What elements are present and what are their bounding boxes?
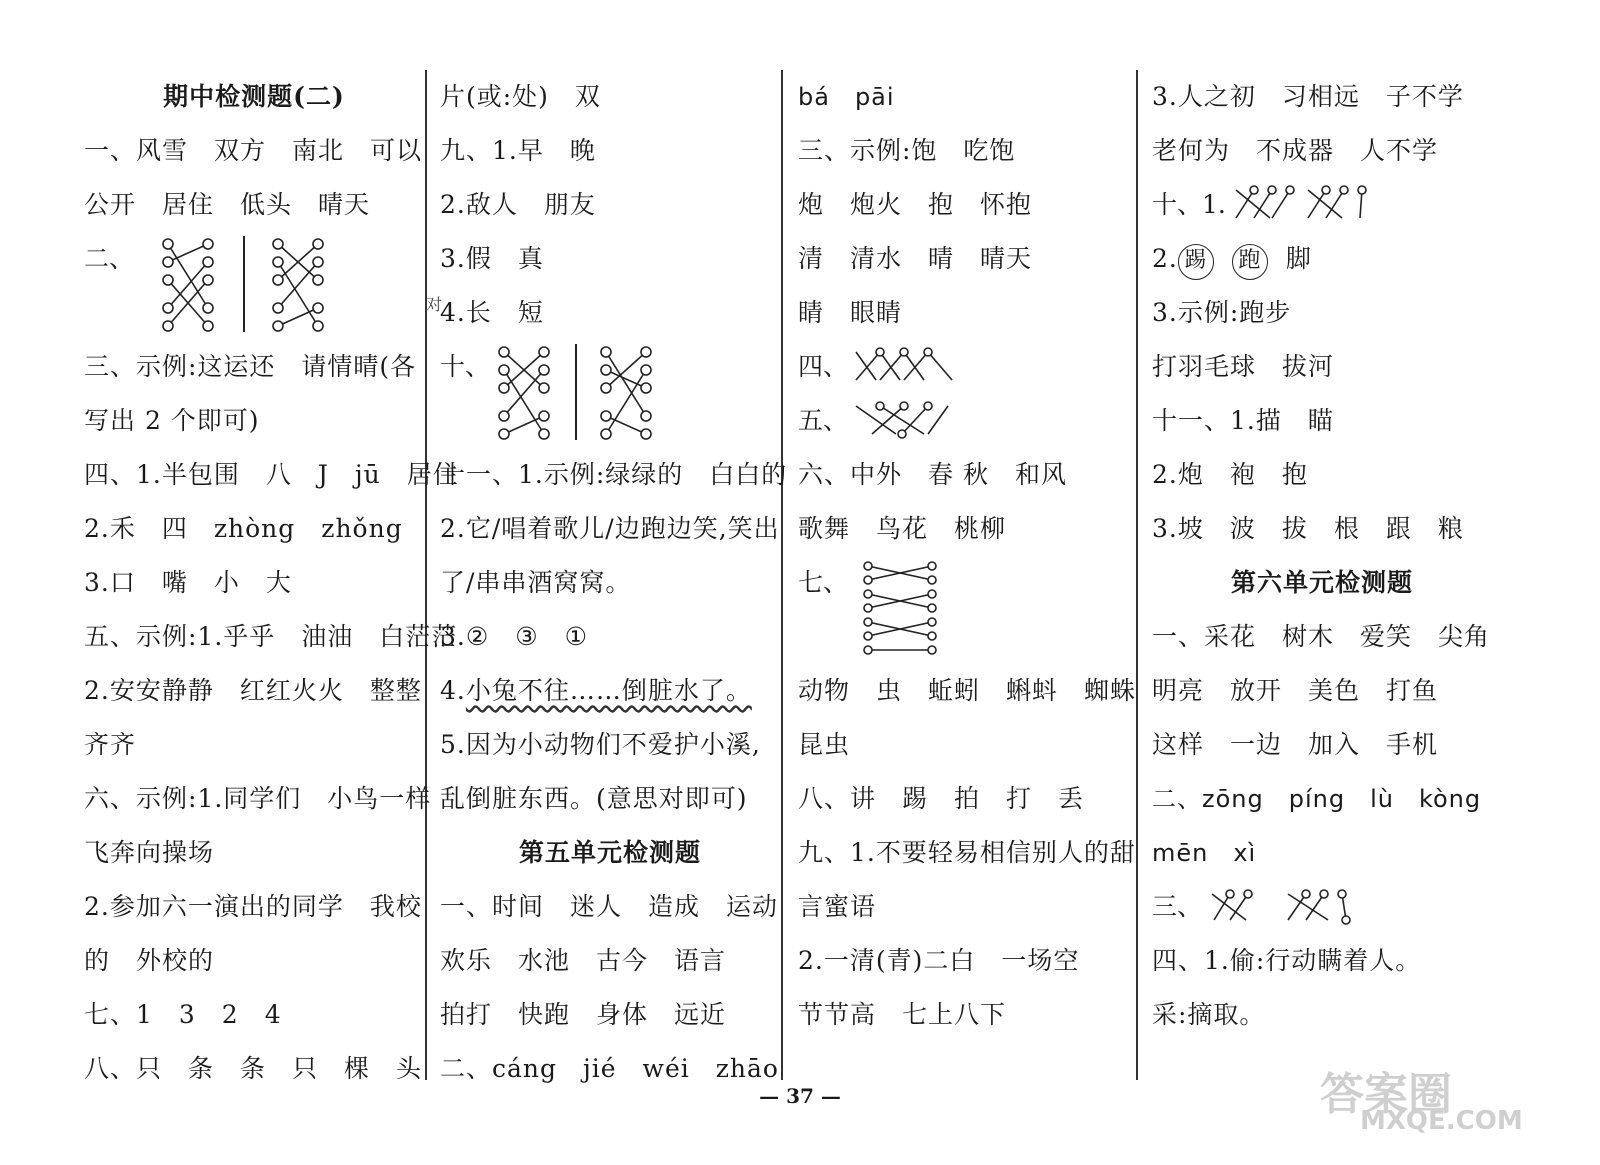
answer-line: 一、风雪 双方 南北 可以 bbox=[84, 136, 423, 165]
answer-line: 言蜜语 bbox=[798, 892, 877, 921]
answer-line: 3.示例:跑步 bbox=[1152, 298, 1292, 327]
matching-diagram bbox=[138, 232, 378, 332]
question-label: 十、1. bbox=[1152, 190, 1226, 219]
watermark-logo bbox=[1320, 1058, 1560, 1136]
answer-line: 的 外校的 bbox=[84, 946, 215, 975]
answer-line: 2.它/唱着歌儿/边跑边笑,笑出 bbox=[440, 514, 780, 543]
section-title: 期中检测题(二) bbox=[163, 82, 345, 111]
answer-line: 2.安安静静 红红火火 整整 bbox=[84, 676, 422, 705]
question-label: 二、 bbox=[84, 244, 135, 273]
answer-line: 动物 虫 蚯蚓 蝌蚪 蜘蛛 bbox=[798, 676, 1137, 705]
answer-line: 飞奔向操场 bbox=[84, 838, 215, 867]
matching-diagram-row bbox=[1152, 178, 1492, 232]
column-2 bbox=[426, 70, 788, 1096]
answer-line: 五、示例:1.乎乎 油油 白茫茫 bbox=[84, 622, 458, 651]
answer-line: 睛 眼睛 bbox=[798, 298, 903, 327]
answer-line: 十一、1.示例:绿绿的 白白的 bbox=[440, 460, 788, 489]
answer-line: 乱倒脏东西。(意思对即可) bbox=[440, 784, 748, 813]
answer-line: 2.一清(青)二白 一场空 bbox=[798, 946, 1080, 975]
column-3 bbox=[798, 70, 1138, 1042]
column-divider bbox=[781, 70, 783, 1080]
answer-line: 3.口 嘴 小 大 bbox=[84, 568, 292, 597]
question-label: 四、 bbox=[798, 352, 849, 381]
handwritten-note: 对 bbox=[426, 295, 444, 314]
answer-line: 二、cáng jié wéi zhāo bbox=[440, 1054, 779, 1083]
answer-text: 脚 bbox=[1285, 244, 1312, 273]
question-label: 三、 bbox=[1152, 892, 1203, 921]
answer-line: 四、1.半包围 八 J jū 居住 bbox=[84, 460, 459, 489]
matching-diagram bbox=[1230, 178, 1380, 228]
answer-line: 三、示例:这运还 请情晴(各 bbox=[84, 352, 417, 381]
watermark-url: MXQE.COM bbox=[1360, 1106, 1523, 1136]
column-4 bbox=[1152, 70, 1492, 1042]
answer-line: 七、1 3 2 4 bbox=[84, 1000, 282, 1029]
answer-line: 2.禾 四 zhòng zhǒng bbox=[84, 514, 403, 543]
answer-line bbox=[1152, 232, 1492, 286]
answer-line: 打羽毛球 拔河 bbox=[1152, 352, 1335, 381]
question-label: 七、 bbox=[798, 568, 849, 597]
answer-line: 三、示例:饱 吃饱 bbox=[798, 136, 1016, 165]
answer-line: 十一、1.描 瞄 bbox=[1152, 406, 1334, 435]
answer-line: 2.参加六一演出的同学 我校 bbox=[84, 892, 422, 921]
answer-line: 写出 2 个即可) bbox=[84, 406, 260, 435]
answer-number: 2. bbox=[1152, 244, 1178, 273]
answer-line: 老何为 不成器 人不学 bbox=[1152, 136, 1439, 165]
answer-line: 2.炮 袍 抱 bbox=[1152, 460, 1308, 489]
answer-line: 六、示例:1.同学们 小鸟一样 bbox=[84, 784, 432, 813]
answer-line: 一、采花 树木 爱笑 尖角 bbox=[1152, 622, 1491, 651]
answer-line: 这样 一边 加入 手机 bbox=[1152, 730, 1439, 759]
answer-line: 3.人之初 习相远 子不学 bbox=[1152, 82, 1464, 111]
circled-character: 踢 bbox=[1178, 244, 1214, 280]
matching-diagram-row bbox=[798, 340, 1138, 394]
section-title: 第五单元检测题 bbox=[518, 838, 701, 867]
answer-number: 4. bbox=[440, 676, 466, 705]
answer-text: 4.长 短 bbox=[440, 298, 544, 327]
wavy-underlined-answer: 小兔不往……倒脏水了。 bbox=[465, 676, 752, 705]
matching-diagram bbox=[852, 340, 972, 390]
answer-line: 公开 居住 低头 晴天 bbox=[84, 190, 371, 219]
answer-line: 清 清水 晴 晴天 bbox=[798, 244, 1033, 273]
answer-line: 歌舞 鸟花 桃柳 bbox=[798, 514, 1007, 543]
matching-diagram-row bbox=[84, 232, 424, 340]
answer-line: 拍打 快跑 身体 远近 bbox=[440, 1000, 727, 1029]
answer-line: 采:摘取。 bbox=[1152, 1000, 1266, 1029]
answer-line: bá pāi bbox=[798, 83, 895, 111]
answer-line: 二、zōng píng lù kòng bbox=[1152, 785, 1482, 813]
answer-line: 明亮 放开 美色 打鱼 bbox=[1152, 676, 1439, 705]
watermark-text: 答案圈 bbox=[1320, 1069, 1452, 1120]
answer-line: 六、中外 春 秋 和风 bbox=[798, 460, 1067, 489]
page-number: — 37 — bbox=[759, 1084, 841, 1108]
answer-line: 八、只 条 条 只 棵 头 bbox=[84, 1054, 423, 1083]
answer-line bbox=[440, 664, 780, 718]
answer-line: 九、1.早 晚 bbox=[440, 136, 596, 165]
answer-line: mēn xì bbox=[1152, 839, 1257, 867]
answer-line: 3.坡 波 拔 根 跟 粮 bbox=[1152, 514, 1464, 543]
section-title: 第六单元检测题 bbox=[1230, 568, 1413, 597]
answer-line: 一、时间 迷人 造成 运动 bbox=[440, 892, 779, 921]
matching-diagram-row bbox=[798, 556, 1138, 664]
answer-line: 四、1.偷:行动瞒着人。 bbox=[1152, 946, 1422, 975]
question-label: 五、 bbox=[798, 406, 849, 435]
matching-diagram-row bbox=[440, 340, 780, 448]
answer-line bbox=[426, 286, 780, 340]
answer-line: 了/串串酒窝窝。 bbox=[440, 568, 632, 597]
column-1 bbox=[84, 70, 459, 1096]
question-label: 十、 bbox=[440, 352, 491, 381]
answer-line: 2.敌人 朋友 bbox=[440, 190, 596, 219]
answer-line: 昆虫 bbox=[798, 730, 851, 759]
answer-line: 齐齐 bbox=[84, 730, 137, 759]
answer-line: 3.② ③ ① bbox=[440, 622, 589, 651]
answer-line: 炮 炮火 抱 怀抱 bbox=[798, 190, 1033, 219]
answer-line: 3.假 真 bbox=[440, 244, 544, 273]
column-divider bbox=[425, 70, 427, 1080]
matching-diagram bbox=[1206, 880, 1356, 930]
matching-diagram-row bbox=[798, 394, 1138, 448]
answer-line: 5.因为小动物们不爱护小溪, bbox=[440, 730, 761, 759]
matching-diagram bbox=[852, 556, 972, 656]
matching-diagram-row bbox=[1152, 880, 1492, 934]
answer-line: 片(或:处) 双 bbox=[440, 82, 601, 111]
answer-line: 九、1.不要轻易相信别人的甜 bbox=[798, 838, 1136, 867]
matching-diagram bbox=[852, 394, 972, 444]
answer-line: 欢乐 水池 古今 语言 bbox=[440, 946, 727, 975]
circled-character: 跑 bbox=[1232, 244, 1268, 280]
answer-line: 节节高 七上八下 bbox=[798, 1000, 1007, 1029]
matching-diagram bbox=[494, 340, 694, 440]
answer-line: 八、讲 踢 拍 打 丢 bbox=[798, 784, 1085, 813]
